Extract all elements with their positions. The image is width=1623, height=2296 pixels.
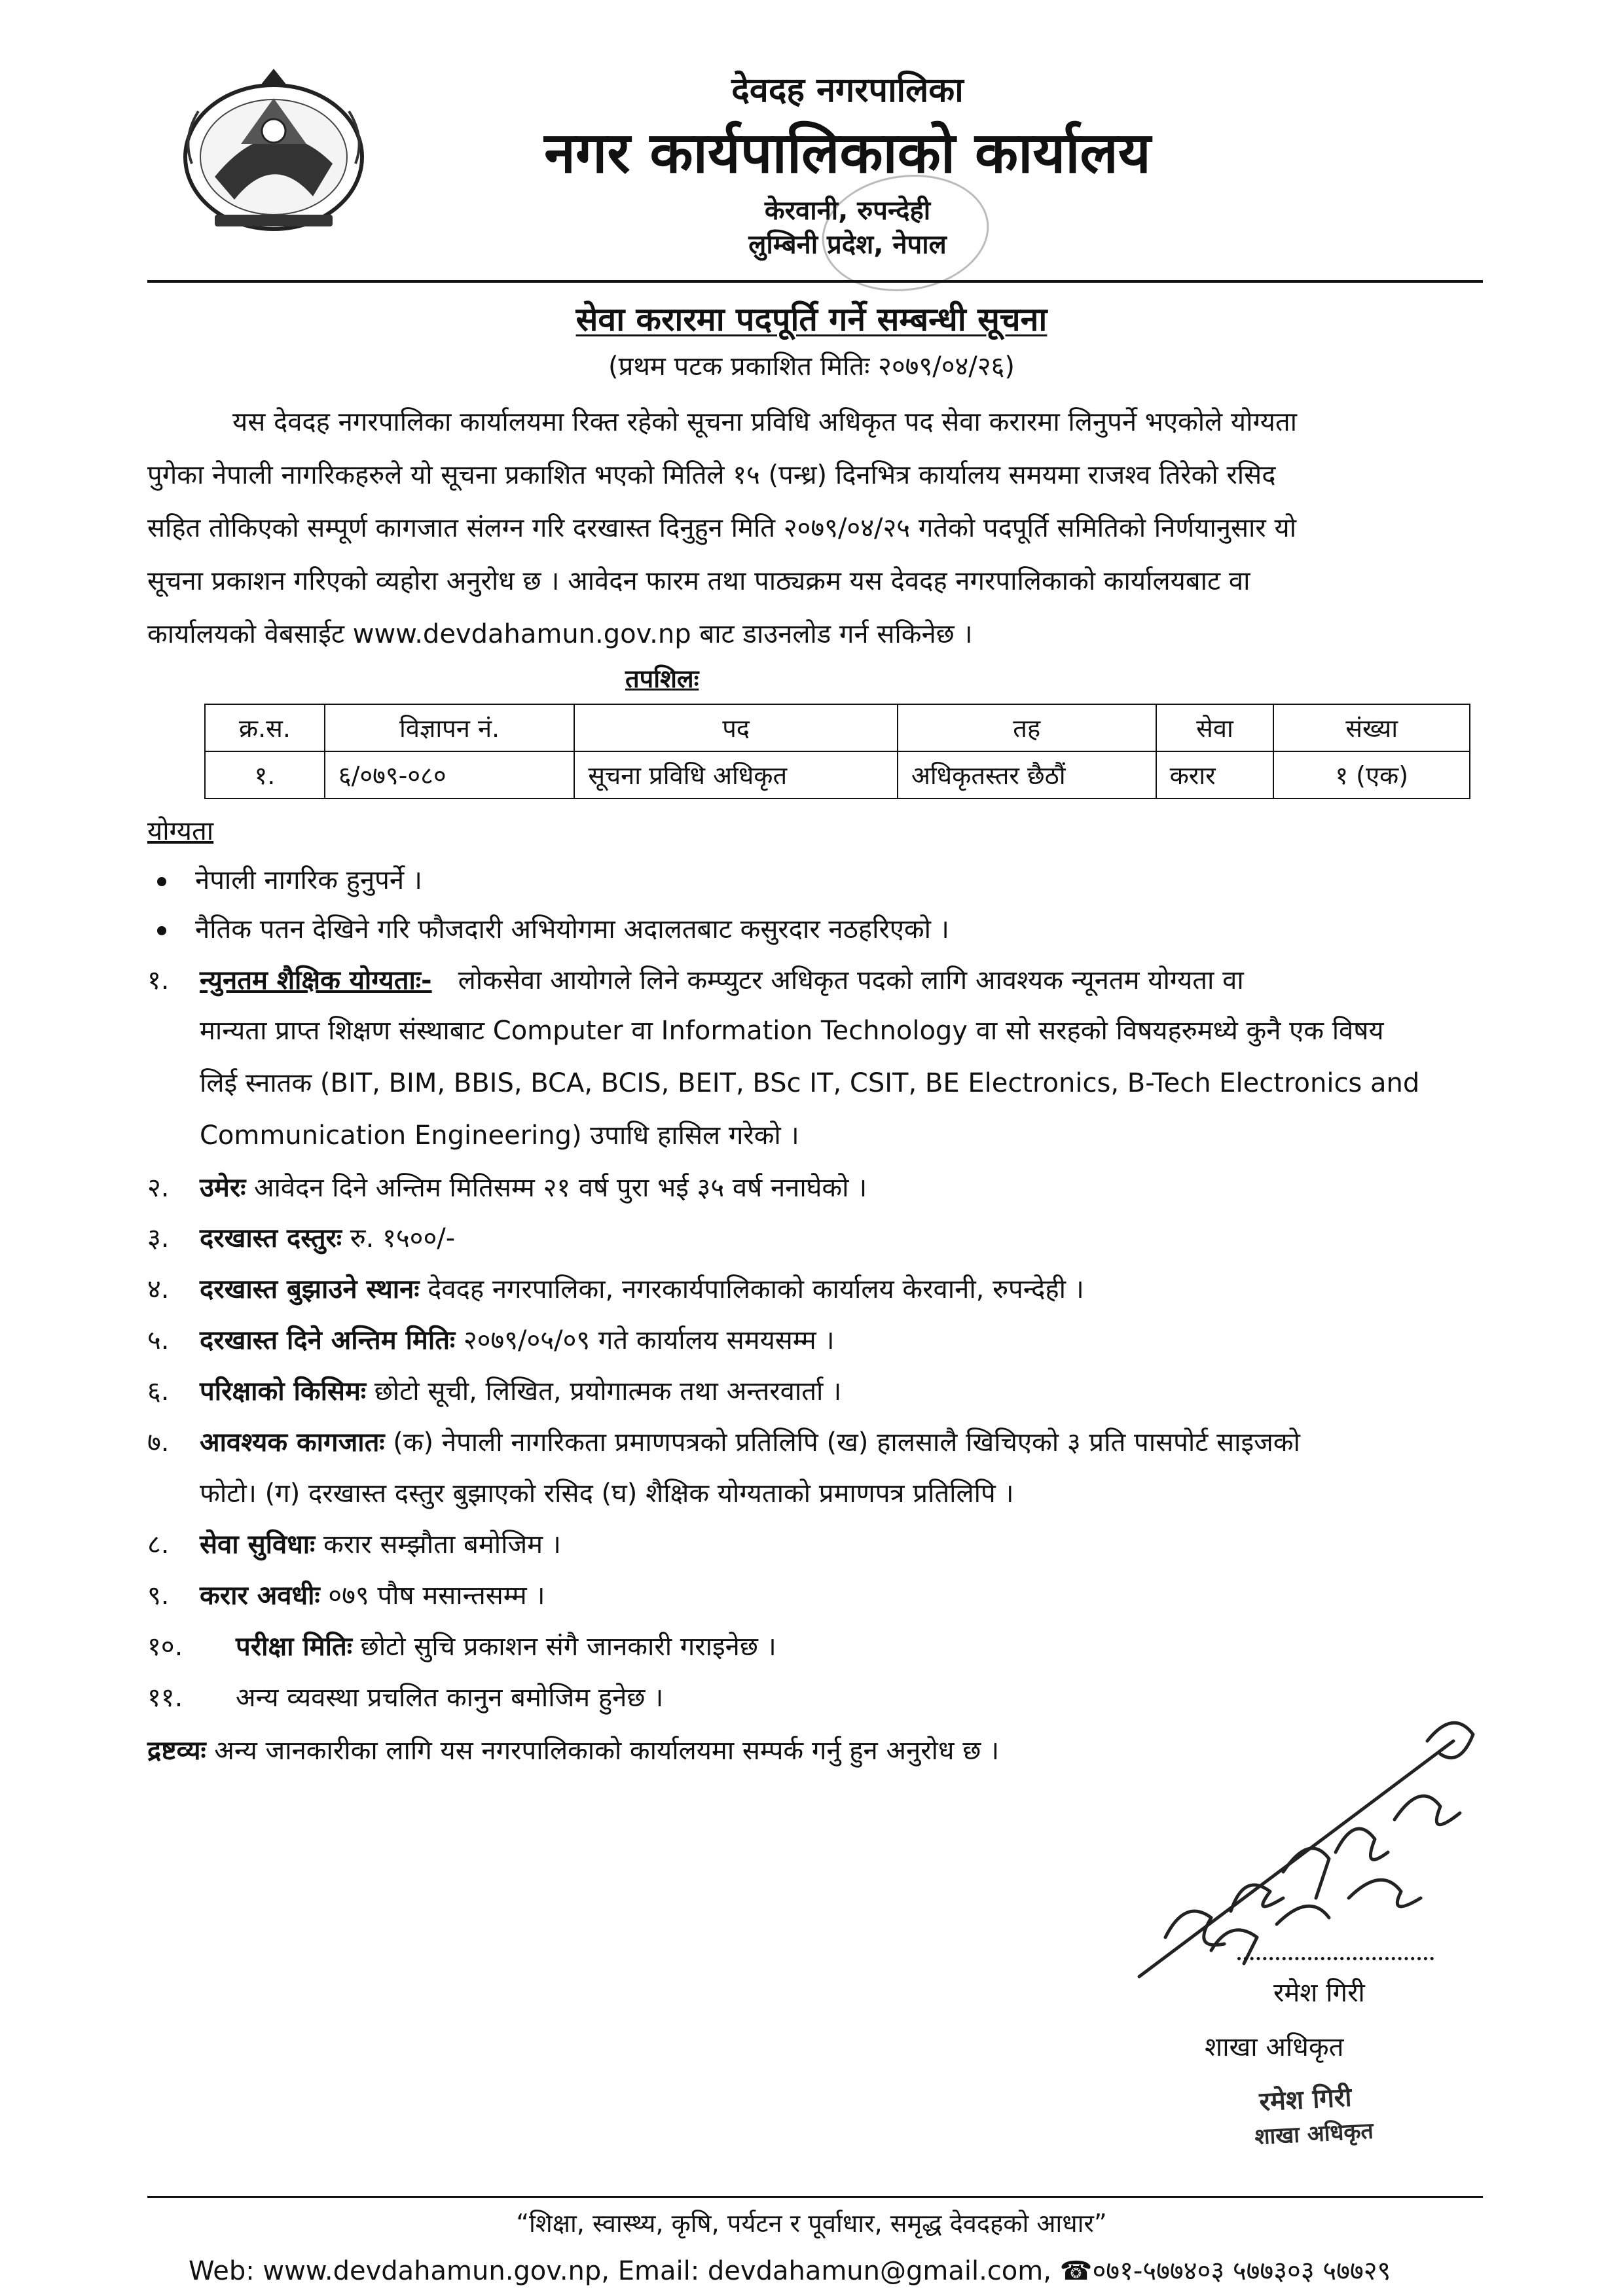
requirement-item: ८. सेवा सुविधाः करार सम्झौता बमोजिम । (147, 1530, 561, 1560)
requirement-item: १०. परीक्षा मितिः छोटो सुचि प्रकाशन संगै जानकारी गराइनेछ । (147, 1632, 776, 1662)
table-cell: करार (1156, 751, 1274, 798)
requirement-item: ३. दरखास्त दस्तुरः रु. १५००/- (147, 1223, 456, 1253)
notice-body-line: यस देवदह नगरपालिका कार्यालयमा रिक्त रहेको सूचना प्रविधि अधिकृत पद सेवा करारमा लिनुपर्ने भएकोले योग्यता (232, 407, 1298, 437)
requirement-continuation: Communication Engineering) उपाधि हासिल गरेको । (200, 1121, 799, 1151)
requirement-item: ७. आवश्यक कागजातः (क) नेपाली नागरिकता प्रमाणपत्रको प्रतिलिपि (ख) हालसालै खिचिएको ३ प्रति पासपोर्ट साइजको (147, 1427, 1300, 1458)
column-header: पद (574, 704, 898, 751)
vacancy-table (204, 704, 1470, 799)
signature-line (1237, 1957, 1434, 1960)
footer-contact: Web: www.devdahamun.gov.np, Email: devdahamun@gmail.com, ☎०७१-५७७४०३ ५७७३०३ ५७७२९ (189, 2256, 1391, 2286)
header-divider (147, 280, 1483, 283)
column-header: सेवा (1156, 704, 1274, 751)
table-cell: १. (205, 751, 325, 798)
municipality-name: देवदह नगरपालिका (731, 71, 964, 110)
requirement-continuation: लिई स्नातक (BIT, BIM, BBIS, BCA, BCIS, BEIT, BSc IT, CSIT, BE Electronics, B-Tech Electronics and (200, 1068, 1420, 1098)
column-header: विज्ञापन नं. (325, 704, 575, 751)
list-item: नेपाली नागरिक हुनुपर्ने । (157, 861, 422, 897)
note-line: द्रष्टव्यः अन्य जानकारीका लागि यस नगरपालिकाको कार्यालयमा सम्पर्क गर्नु हुन अनुरोध छ । (147, 1736, 1000, 1766)
column-header: तह (898, 704, 1156, 751)
requirement-continuation: फोटो। (ग) दरखास्त दस्तुर बुझाएको रसिद (घ) शैक्षिक योग्यताको प्रमाणपत्र प्रतिलिपि । (200, 1479, 1014, 1509)
notice-title: सेवा करारमा पदपूर्ति गर्ने सम्बन्धी सूचना (575, 300, 1048, 338)
signatory-designation: शाखा अधिकृत (1205, 2032, 1344, 2062)
first-published-date: (प्रथम पटक प्रकाशित मितिः २०७९/०४/२६) (608, 351, 1015, 382)
table-cell: अधिकृतस्तर छैठौं (898, 751, 1156, 798)
requirement-item: ११. अन्य व्यवस्था प्रचलित कानुन बमोजिम हुनेछ । (147, 1683, 664, 1713)
table-cell: ६/०७९-०८० (325, 751, 575, 798)
requirement-item: १. न्युनतम शैक्षिक योग्यताः- लोकसेवा आयोगले लिने कम्प्युटर अधिकृत पदको लागि आवश्यक न्यूनतम योग्यता वा (147, 965, 1244, 996)
table-header-row (205, 704, 1470, 751)
requirement-label: न्युनतम शैक्षिक योग्यताः- (200, 965, 432, 996)
requirement-item: ४. दरखास्त बुझाउने स्थानः देवदह नगरपालिका, नगरकार्यपालिकाको कार्यालय केरवानी, रुपन्देही । (147, 1274, 1084, 1304)
footer-motto: “शिक्षा, स्वास्थ्य, कृषि, पर्यटन र पूर्वाधार, समृद्ध देवदहको आधार” (516, 2209, 1107, 2238)
list-item: नैतिक पतन देखिने गरि फौजदारी अभियोगमा अदालतबाट कसुरदार नठहरिएको । (157, 910, 949, 946)
notice-body-line: सहित तोकिएको सम्पूर्ण कागजात संलग्न गरि दरखास्त दिनुहुन मिति २०७९/०४/२५ गतेको पदपूर्ति समितिको निर्णयानुसार यो (147, 513, 1297, 543)
notice-body-line: सूचना प्रकाशन गरिएको व्यहोरा अनुरोध छ । आवेदन फारम तथा पाठ्यक्रम यस देवदह नगरपालिकाको कार्यालयबाट वा (147, 566, 1250, 596)
table-cell: सूचना प्रविधि अधिकृत (574, 751, 898, 798)
office-province: लुम्बिनी प्रदेश, नेपाल (748, 230, 947, 260)
handwritten-signature (1113, 1702, 1519, 1990)
signatory-name: रमेश गिरी (1273, 1978, 1365, 2008)
office-location: केरवानी, रुपन्देही (764, 196, 931, 226)
requirement-item: ५. दरखास्त दिने अन्तिम मितिः २०७९/०५/०९ गते कार्यालय समयसम्म । (147, 1325, 835, 1355)
qualifications-heading: योग्यता (147, 816, 214, 846)
stamp-designation: शाखा अधिकृत (1254, 2117, 1374, 2151)
name-stamp (1245, 2073, 1446, 2162)
footer-divider (147, 2196, 1483, 2198)
column-header: संख्या (1273, 704, 1470, 751)
requirement-item: २. उमेरः आवेदन दिने अन्तिम मितिसम्म २१ वर्ष पुरा भई ३५ वर्ष ननाघेको । (147, 1173, 867, 1203)
office-name: नगर कार्यपालिकाको कार्यालय (544, 120, 1151, 186)
table-row (205, 751, 1470, 798)
requirement-item: ९. करार अवधीः ०७९ पौष मसान्तसम्म । (147, 1581, 545, 1611)
notice-body-line: पुगेका नेपाली नागरिकहरुले यो सूचना प्रकाशित भएको मितिले १५ (पन्ध्र) दिनभित्र कार्यालय समयमा राजश्व तिरेको रसिद (147, 460, 1276, 490)
notice-body-line: कार्यालयको वेबसाईट www.devdahamun.gov.np बाट डाउनलोड गर्न सकिनेछ । (147, 619, 973, 649)
table-cell: १ (एक) (1273, 751, 1470, 798)
requirement-item: ६. परिक्षाको किसिमः छोटो सूची, लिखित, प्रयोगात्मक तथा अन्तरवार्ता । (147, 1376, 842, 1407)
stamp-name: रमेश गिरी (1258, 2082, 1353, 2117)
bullet-icon (157, 926, 166, 935)
column-header: क्र.स. (205, 704, 325, 751)
bullet-icon (157, 877, 166, 886)
table-caption: तपशिलः (625, 664, 699, 693)
requirement-continuation: मान्यता प्राप्त शिक्षण संस्थाबाट Computer वा Information Technology वा सो सरहको विषयहरुमध्ये कुनै एक विषय (200, 1016, 1384, 1046)
